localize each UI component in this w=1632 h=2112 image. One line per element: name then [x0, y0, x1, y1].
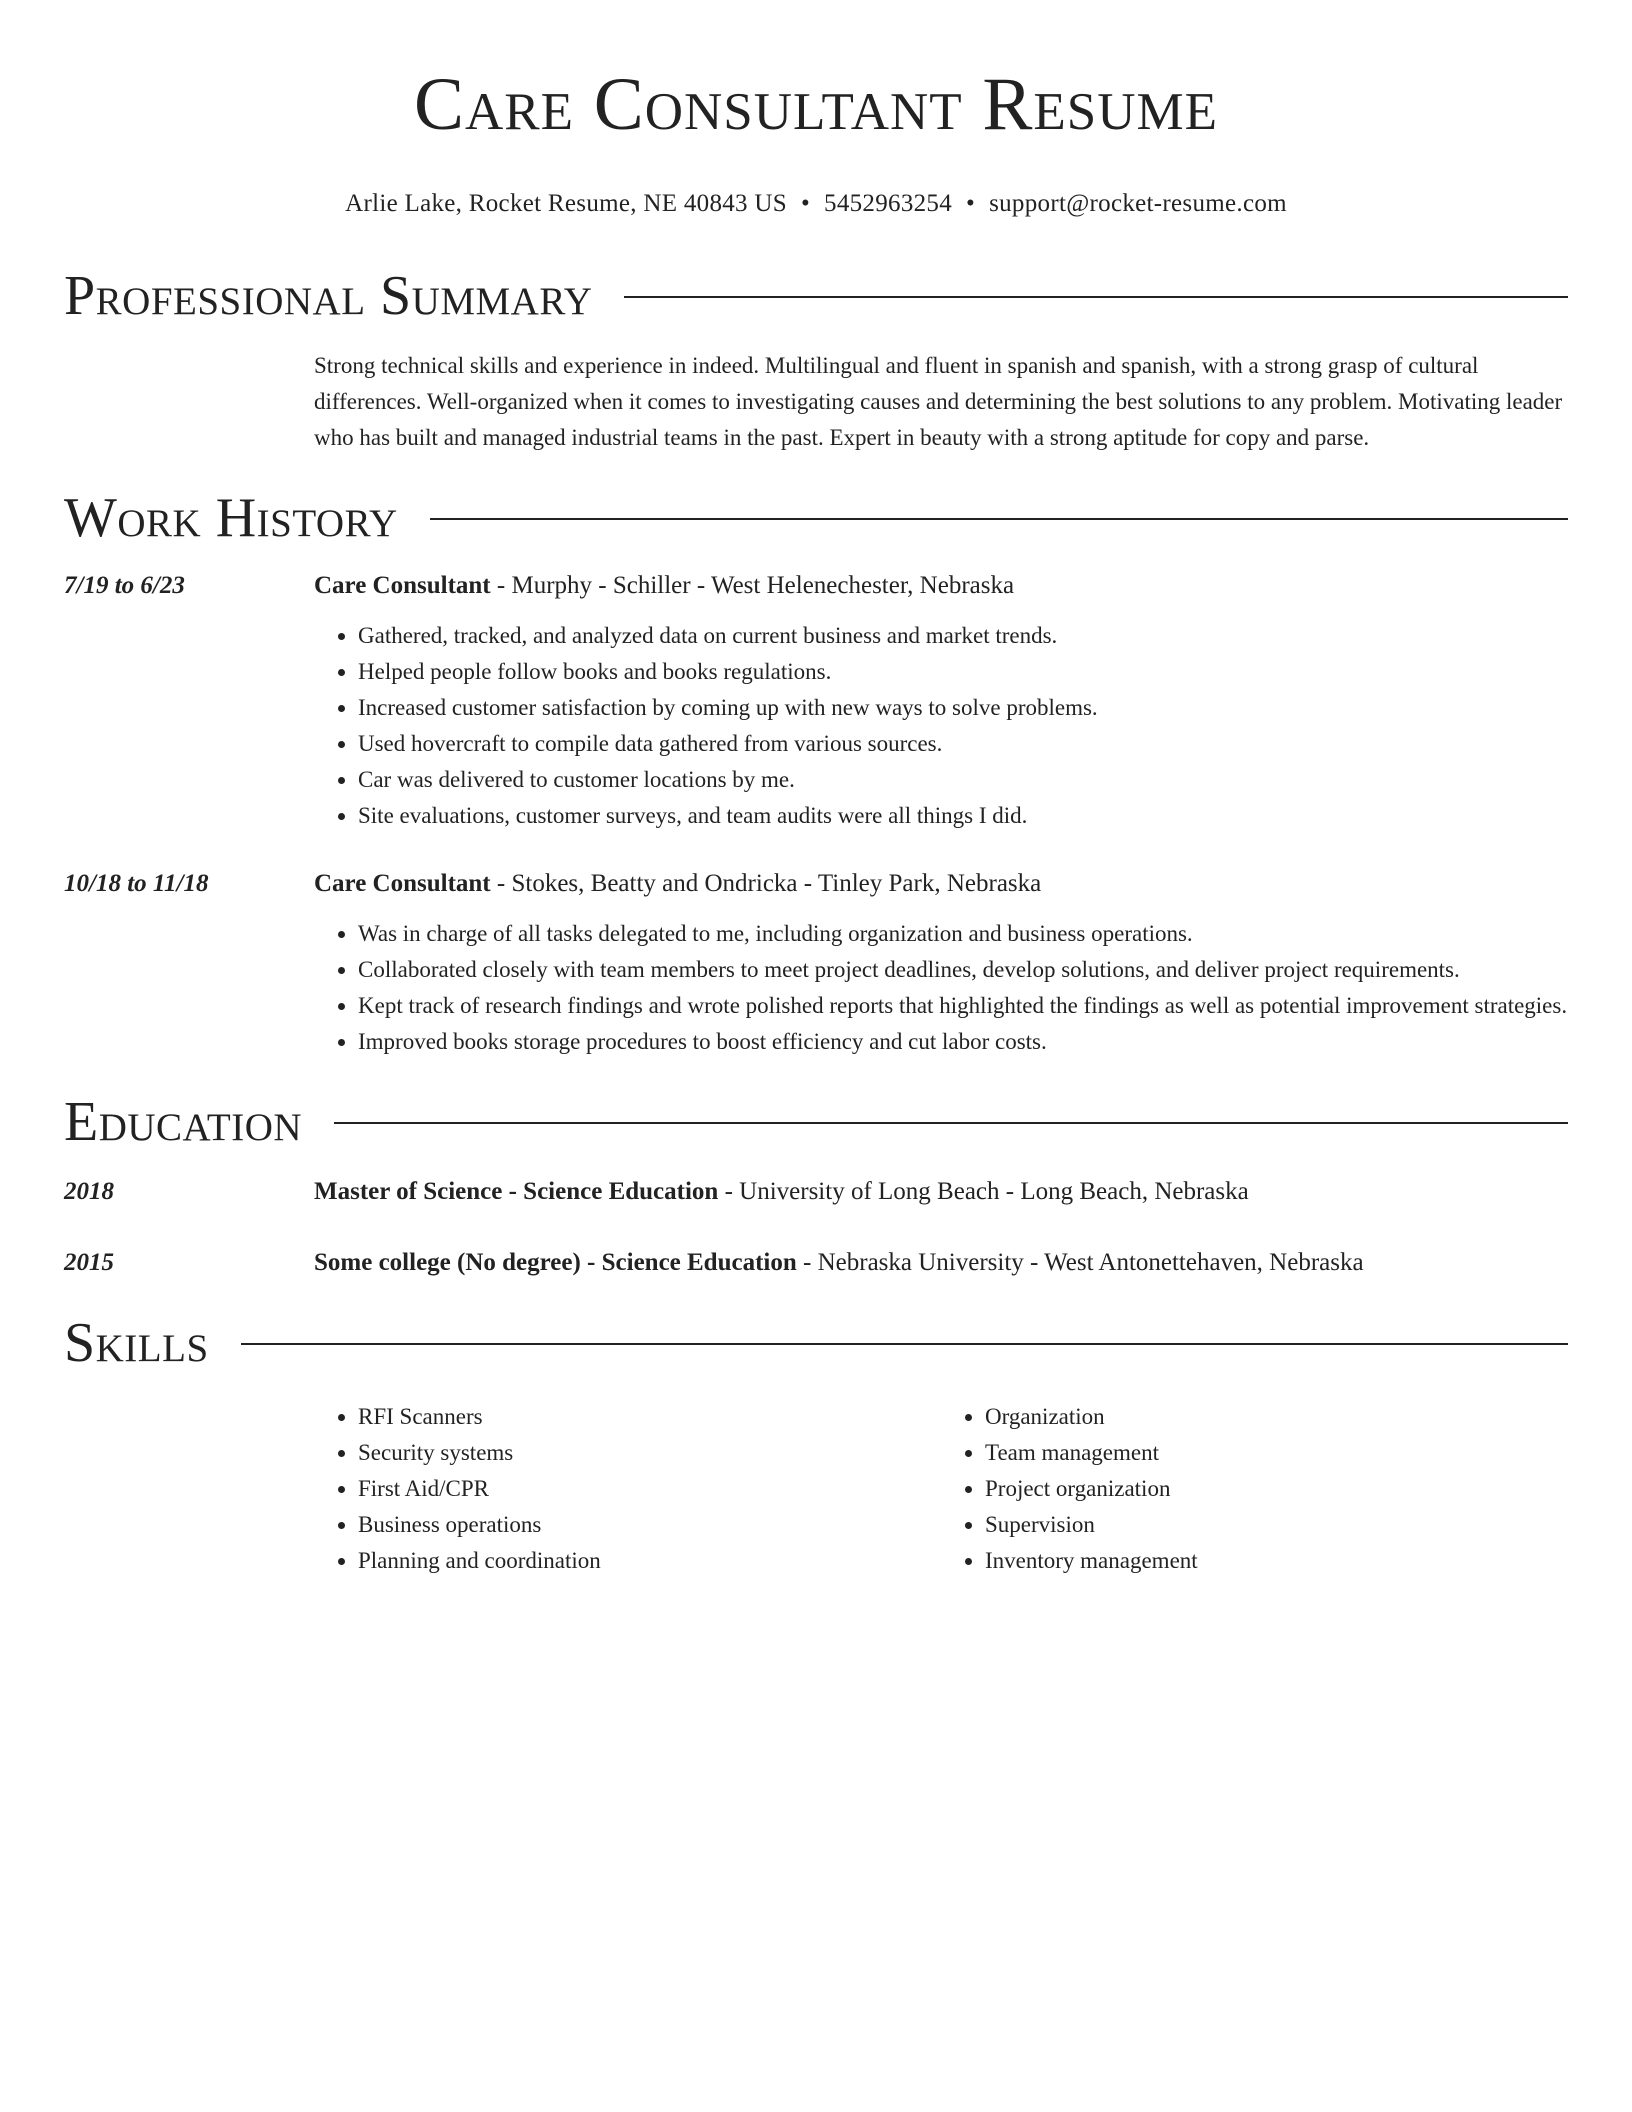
education-heading: Education	[64, 1091, 303, 1153]
education-heading-line	[314, 1174, 1568, 1210]
skill-item: • RFI Scanners	[358, 1399, 941, 1435]
job-heading	[314, 568, 1568, 604]
skills-heading: Skills	[64, 1312, 209, 1374]
summary-section-header	[64, 264, 1568, 328]
skills-list	[314, 1399, 1568, 1579]
job-bullets	[314, 618, 1568, 834]
skills-column-left	[314, 1399, 941, 1579]
education-year: 2018	[64, 1178, 114, 1205]
job-title: Care Consultant	[314, 572, 491, 599]
list-item: • Improved books storage procedures to boost efficiency and cut labor costs.	[358, 1024, 1568, 1060]
job-dates: 10/18 to 11/18	[64, 870, 209, 897]
skill-item: • Project organization	[985, 1471, 1568, 1507]
section-divider	[624, 296, 1568, 298]
list-item: • Used hovercraft to compile data gathered from various sources.	[358, 726, 1568, 762]
education-heading-line	[314, 1245, 1568, 1281]
list-item: • Increased customer satisfaction by coming up with new ways to solve problems.	[358, 690, 1568, 726]
education-body	[314, 1245, 1568, 1281]
list-item: • Collaborated closely with team members to meet project deadlines, develop solutions, and deliver project requirements.	[358, 952, 1568, 988]
job-dates: 7/19 to 6/23	[64, 572, 185, 599]
skill-item: • Supervision	[985, 1507, 1568, 1543]
list-item: • Site evaluations, customer surveys, and team audits were all things I did.	[358, 798, 1568, 834]
skill-item: • Security systems	[358, 1435, 941, 1471]
education-entry	[64, 1245, 1568, 1281]
list-item: • Car was delivered to customer locations by me.	[358, 762, 1568, 798]
list-item: • Was in charge of all tasks delegated to me, including organization and business operations.	[358, 916, 1568, 952]
job-body	[314, 568, 1568, 834]
education-details: - University of Long Beach - Long Beach, Nebraska	[718, 1178, 1249, 1205]
work-heading: Work History	[64, 487, 398, 549]
skill-item: • First Aid/CPR	[358, 1471, 941, 1507]
contact-email: support@rocket-resume.com	[989, 190, 1287, 217]
education-details: - Nebraska University - West Antonettehaven, Nebraska	[796, 1249, 1364, 1276]
education-year: 2015	[64, 1249, 114, 1276]
list-item: • Kept track of research findings and wrote polished reports that highlighted the findings as well as potential improvement strategies.	[358, 988, 1568, 1024]
skill-item: • Organization	[985, 1399, 1568, 1435]
job-entry	[64, 568, 1568, 834]
education-section-header	[64, 1090, 1568, 1154]
job-entry	[64, 866, 1568, 1060]
skill-item: • Business operations	[358, 1507, 941, 1543]
work-section-header	[64, 486, 1568, 550]
contact-separator: •	[800, 190, 811, 217]
education-degree: Some college (No degree) - Science Education	[314, 1249, 797, 1276]
contact-line	[64, 188, 1568, 220]
education-body	[314, 1174, 1568, 1210]
skills-column-right	[941, 1399, 1568, 1579]
summary-heading: Professional Summary	[64, 265, 593, 327]
education-entry	[64, 1174, 1568, 1210]
section-divider	[241, 1343, 1568, 1345]
job-heading	[314, 866, 1568, 902]
skill-item: • Planning and coordination	[358, 1543, 941, 1579]
job-details: - Murphy - Schiller - West Helenechester, Nebraska	[490, 572, 1015, 599]
skill-item: • Inventory management	[985, 1543, 1568, 1579]
contact-address: Arlie Lake, Rocket Resume, NE 40843 US	[345, 190, 787, 217]
education-degree: Master of Science - Science Education	[314, 1178, 719, 1205]
contact-phone: 5452963254	[824, 190, 953, 217]
job-body	[314, 866, 1568, 1060]
contact-separator: •	[966, 190, 976, 217]
resume-title: Care Consultant Resume	[413, 63, 1219, 146]
job-bullets	[314, 916, 1568, 1060]
job-details: - Stokes, Beatty and Ondricka - Tinley Park, Nebraska	[490, 870, 1042, 897]
section-divider	[334, 1122, 1568, 1124]
section-divider	[430, 518, 1568, 520]
summary-text: Strong technical skills and experience in indeed. Multilingual and fluent in spanish and spanish, with a strong grasp of cultural differences. Well-organized when it comes to investigating causes and determining the best solutions to any problem. Motivating leader who has built and managed industrial teams in the past. Expert in beauty with a strong aptitude for copy and parse.	[314, 353, 1563, 450]
job-title: Care Consultant	[314, 870, 491, 897]
list-item: • Gathered, tracked, and analyzed data on current business and market trends.	[358, 618, 1568, 654]
list-item: • Helped people follow books and books regulations.	[358, 654, 1568, 690]
skill-item: • Team management	[985, 1435, 1568, 1471]
skills-section-header	[64, 1311, 1568, 1375]
